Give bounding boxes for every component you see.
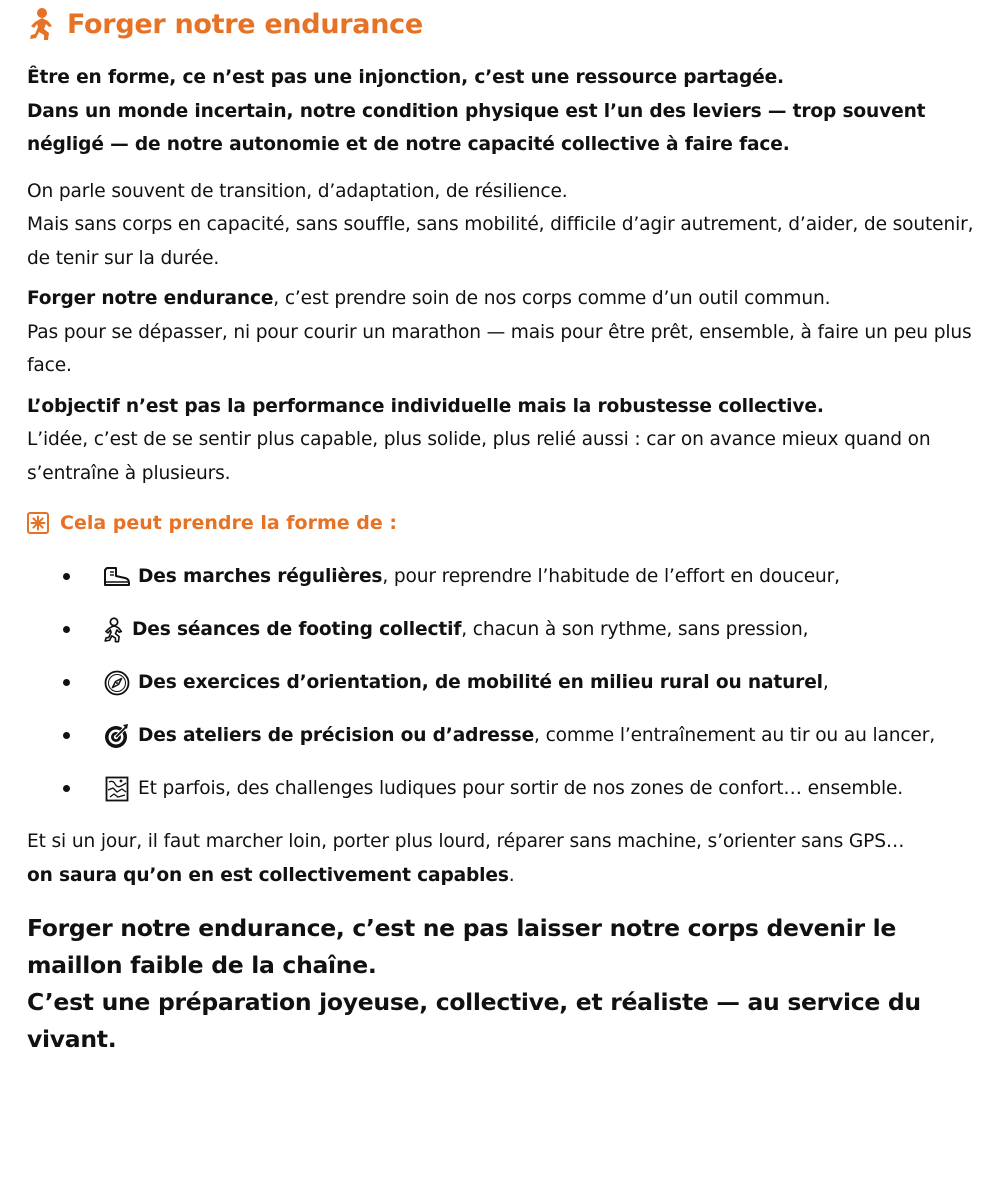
list-item [27,603,979,656]
closing-paragraph [27,825,979,892]
closing-end: . [508,864,515,886]
list-item [27,709,979,762]
closing-bold: on saura qu’on en est collectivement capables [27,864,509,886]
list-item [27,550,979,603]
objectif-paragraph [27,390,979,491]
list-item [27,656,979,709]
forger-line-2: Pas pour se dépasser, ni pour courir un marathon — mais pour être prêt, ensemble, à faire un peu plus face. [27,321,972,376]
page-title-text: Forger notre endurance [67,8,423,40]
objectif-bold: L’objectif n’est pas la performance individuelle mais la robustesse collective. [27,395,824,417]
final-line-1: Forger notre endurance, c’est ne pas laisser notre corps devenir le maillon faible de la chaîne. [27,914,897,979]
section-heading-text: Cela peut prendre la forme de : [60,512,397,534]
objectif-line-2: L’idée, c’est de se sentir plus capable, plus solide, plus relié aussi : car on avance mieux quand on s’entraîne à plusieurs. [27,429,931,484]
bullet [63,732,70,739]
runner-icon [102,616,126,644]
item-bold: Des séances de footing collectif [132,619,462,640]
item-bold: Des exercices d’orientation, de mobilité en milieu rural ou naturel [138,672,823,693]
page-title [27,4,979,44]
runner-icon [27,7,57,41]
target-icon [102,722,132,750]
intro-line-1: Être en forme, ce n’est pas une injonction, c’est une ressource partagée. [27,67,784,88]
list-item [27,762,979,815]
intro-line-2: Dans un monde incertain, notre condition physique est l’un des leviers — trop souvent négligé — de notre autonomie et de notre capacité collective à faire face. [27,100,926,155]
compass-icon [102,669,132,697]
bullet [63,626,70,633]
item-bold: Des ateliers de précision ou d’adresse [138,725,535,746]
transition-line-1: On parle souvent de transition, d’adaptation, de résilience. [27,180,568,202]
section-heading [27,505,979,541]
bullet [63,785,70,792]
item-text: , chacun à son rythme, sans pression, [461,619,809,640]
hiking-boot-icon [102,563,132,591]
intro-paragraph [27,61,979,162]
transition-line-2: Mais sans corps en capacité, sans souffle, sans mobilité, difficile d’agir autrement, d’aider, de soutenir, de tenir sur la durée. [27,214,974,269]
closing-line-1: Et si un jour, il faut marcher loin, porter plus lourd, réparer sans machine, s’orienter sans GPS… [27,831,905,852]
transition-paragraph [27,175,979,276]
eight-spoked-asterisk-icon [27,512,49,534]
activity-list [27,550,979,815]
item-text: , pour reprendre l’habitude de l’effort en douceur, [382,566,840,587]
final-line-2: C’est une préparation joyeuse, collective, et réaliste — au service du vivant. [27,988,921,1053]
final-statement [27,910,979,1058]
item-text: Et parfois, des challenges ludiques pour sortir de nos zones de confort… ensemble. [138,778,904,799]
forger-rest: , c’est prendre soin de nos corps comme d’un outil commun. [273,288,831,309]
forger-paragraph [27,282,979,383]
bullet [63,573,70,580]
forger-bold: Forger notre endurance [27,288,274,309]
map-icon [102,775,132,803]
item-text: , [822,672,829,693]
item-bold: Des marches régulières [138,566,383,587]
bullet [63,679,70,686]
item-text: , comme l’entraînement au tir ou au lancer, [534,725,935,746]
